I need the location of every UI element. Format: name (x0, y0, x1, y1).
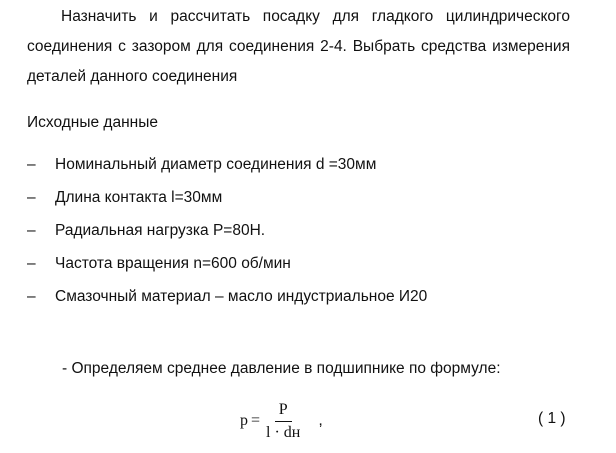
list-bullet: – (27, 288, 36, 305)
formula-fraction (266, 401, 300, 442)
list-item (27, 286, 427, 308)
formula-numerator: P (275, 401, 292, 422)
list-item (27, 187, 222, 209)
section-title: Исходные данные (27, 114, 158, 131)
list-bullet: – (27, 156, 36, 173)
formula-comma: , (318, 412, 323, 429)
list-item-text: Длина контакта l=30мм (55, 189, 223, 206)
list-bullet: – (27, 189, 36, 206)
list-item-text: Радиальная нагрузка P=80Н. (55, 222, 266, 239)
formula-intro: - Определяем среднее давление в подшипнике по формуле: (62, 360, 501, 377)
list-item-text: Частота вращения n=600 об/мин (55, 255, 291, 272)
pressure-formula (240, 396, 323, 446)
task-line-2: соединения с зазором для соединения 2-4. Выбрать средства измерения (27, 38, 570, 55)
formula-lhs: p (240, 412, 248, 429)
list-bullet: – (27, 222, 36, 239)
formula-denominator: l · dн (266, 423, 301, 441)
list-bullet: – (27, 255, 36, 272)
list-item-text: Смазочный материал – масло индустриальное И20 (55, 288, 428, 305)
equation-number: ( 1 ) (538, 410, 566, 427)
list-item (27, 220, 265, 242)
task-line-1: Назначить и рассчитать посадку для гладкого цилиндрического (61, 8, 570, 25)
list-item (27, 253, 291, 275)
task-line-3: деталей данного соединения (27, 68, 238, 85)
task-paragraph (27, 2, 570, 92)
list-item-text: Номинальный диаметр соединения d =30мм (55, 156, 377, 173)
formula-equals: = (251, 412, 261, 429)
list-item (27, 154, 376, 176)
